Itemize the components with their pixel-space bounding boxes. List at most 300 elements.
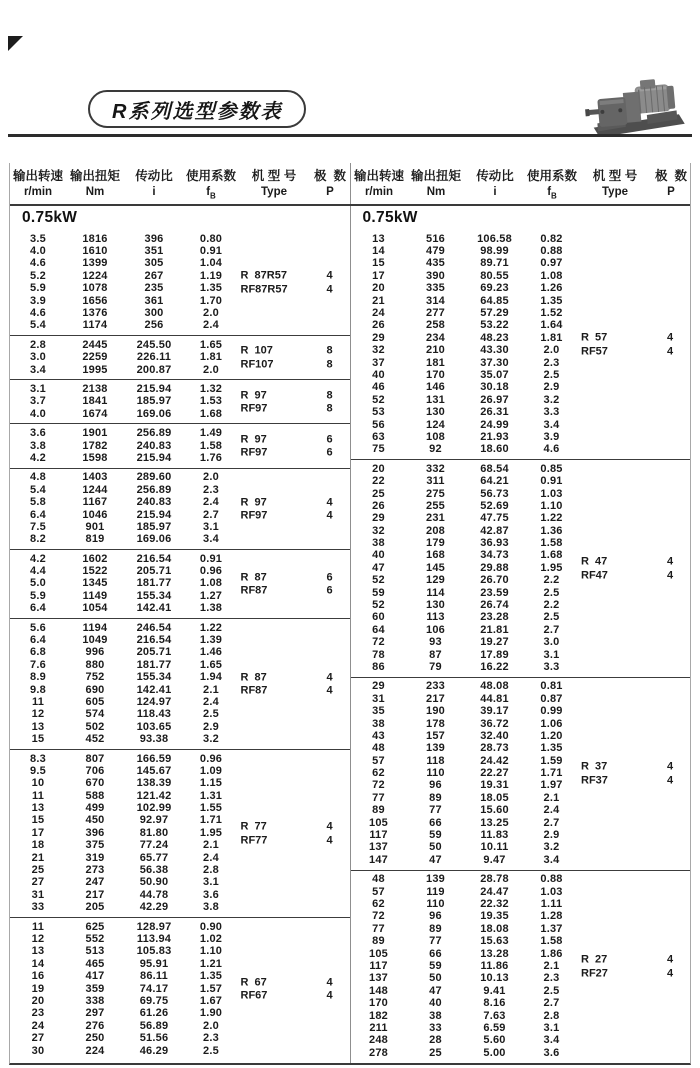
table-row xyxy=(351,898,691,910)
output-speed-cell: 20 xyxy=(372,282,385,295)
service-factor-cell: 3.6 xyxy=(203,888,219,901)
model-type-line xyxy=(238,283,350,297)
output-speed-cell: 77 xyxy=(372,922,385,935)
table-row xyxy=(10,634,350,646)
column-header xyxy=(310,163,350,204)
table-row xyxy=(351,661,691,673)
service-factor-cell: 3.2 xyxy=(203,733,219,746)
table-row xyxy=(10,233,350,245)
output-speed-cell: 32 xyxy=(372,524,385,537)
output-speed-cell: 170 xyxy=(369,997,388,1010)
output-speed-cell: 4.2 xyxy=(30,552,46,565)
ratio-cell: 10.13 xyxy=(480,972,509,985)
power-rating-label: 0.75kW xyxy=(362,209,418,226)
service-factor-cell: 4.6 xyxy=(543,443,560,456)
service-factor-cell: 1.64 xyxy=(540,319,563,332)
ratio-cell: 10.11 xyxy=(480,841,509,854)
output-speed-cell: 27 xyxy=(31,876,45,889)
pole-count: 4 xyxy=(326,989,333,1002)
table-header-right xyxy=(351,163,691,204)
table-row xyxy=(351,1035,691,1047)
column-header xyxy=(579,163,651,204)
output-speed-cell: 24 xyxy=(372,307,385,320)
output-speed-cell: 2.8 xyxy=(30,338,46,351)
service-factor-cell: 3.0 xyxy=(543,636,560,649)
output-speed-cell: 8.3 xyxy=(30,752,46,765)
output-speed-cell: 26 xyxy=(372,319,385,332)
table-row xyxy=(10,958,350,970)
output-torque-cell: 2138 xyxy=(82,382,108,395)
output-torque-cell: 47 xyxy=(429,853,442,866)
service-factor-cell: 2.7 xyxy=(543,623,560,636)
output-speed-cell: 25 xyxy=(31,864,45,877)
model-type-label: RF67 xyxy=(240,989,268,1002)
model-type-line xyxy=(578,774,690,788)
service-factor-cell: 1.71 xyxy=(540,767,563,780)
service-factor-cell: 2.3 xyxy=(543,356,560,369)
table-row xyxy=(10,765,350,777)
ratio-cell: 215.94 xyxy=(136,451,172,464)
output-speed-cell: 35 xyxy=(372,705,385,718)
ratio-cell: 28.73 xyxy=(480,742,509,755)
output-speed-cell: 105 xyxy=(369,947,388,960)
table-row xyxy=(351,369,691,381)
ratio-cell: 86.11 xyxy=(140,970,168,983)
service-factor-cell: 2.9 xyxy=(543,381,560,394)
service-factor-cell: 1.28 xyxy=(540,910,563,923)
service-factor-cell: 3.6 xyxy=(543,1046,560,1059)
service-factor-cell: 1.59 xyxy=(540,754,563,767)
parameter-block xyxy=(10,379,350,423)
service-factor-cell: 1.08 xyxy=(540,269,563,282)
table-row xyxy=(351,718,691,730)
model-type-label: R 87R57 xyxy=(240,269,287,282)
ratio-cell: 42.29 xyxy=(139,901,169,914)
output-speed-cell: 25 xyxy=(372,487,385,500)
service-factor-cell: 2.5 xyxy=(543,611,560,624)
output-torque-cell: 499 xyxy=(85,802,105,815)
service-factor-cell: 1.81 xyxy=(540,331,563,344)
output-speed-cell: 10 xyxy=(31,777,45,790)
output-torque-cell: 901 xyxy=(85,520,105,533)
service-factor-cell: 1.49 xyxy=(199,427,223,440)
output-torque-cell: 690 xyxy=(85,683,105,696)
output-speed-cell: 4.8 xyxy=(30,471,46,484)
output-torque-cell: 588 xyxy=(85,789,105,802)
ratio-cell: 35.07 xyxy=(480,368,509,381)
output-torque-cell: 276 xyxy=(85,1019,105,1032)
service-factor-cell: 1.35 xyxy=(540,294,563,307)
service-factor-cell: 1.27 xyxy=(199,589,223,602)
output-speed-cell: 57 xyxy=(372,885,385,898)
output-torque-cell: 625 xyxy=(85,920,105,933)
ratio-cell: 11.86 xyxy=(480,959,509,972)
output-speed-cell: 3.4 xyxy=(30,363,46,376)
output-speed-cell: 4.4 xyxy=(30,565,46,578)
table-row xyxy=(351,923,691,935)
table-row xyxy=(10,603,350,615)
service-factor-cell: 2.8 xyxy=(203,864,219,877)
ratio-cell: 24.99 xyxy=(480,418,509,431)
column-header xyxy=(525,163,579,204)
output-speed-cell: 78 xyxy=(372,648,385,661)
model-type-line xyxy=(578,953,690,967)
table-row xyxy=(351,488,691,500)
service-factor-cell: 1.52 xyxy=(540,307,563,320)
ratio-cell: 32.40 xyxy=(480,729,509,742)
service-factor-cell: 1.36 xyxy=(540,524,563,537)
service-factor-cell: 2.1 xyxy=(203,839,219,852)
output-speed-cell: 38 xyxy=(372,537,385,550)
service-factor-cell: 2.3 xyxy=(203,483,219,496)
output-torque-cell: 996 xyxy=(85,646,105,659)
ratio-cell: 23.59 xyxy=(480,586,509,599)
output-speed-cell: 11 xyxy=(31,920,45,933)
output-torque-cell: 87 xyxy=(429,648,442,661)
ratio-cell: 18.05 xyxy=(480,791,509,804)
ratio-cell: 74.17 xyxy=(139,982,169,995)
ratio-cell: 256.89 xyxy=(136,483,172,496)
model-type-label: R 97 xyxy=(240,496,267,509)
output-speed-cell: 33 xyxy=(31,901,45,914)
ratio-cell: 181.77 xyxy=(136,577,172,590)
ratio-cell: 155.34 xyxy=(136,671,172,684)
output-torque-cell: 247 xyxy=(85,876,105,889)
table-row xyxy=(351,245,691,257)
service-factor-cell: 1.95 xyxy=(540,561,563,574)
ratio-cell: 19.27 xyxy=(480,636,509,649)
output-speed-cell: 29 xyxy=(372,331,385,344)
service-factor-cell: 1.58 xyxy=(199,439,223,452)
gear-motor-photo xyxy=(584,76,686,136)
ratio-cell: 89.71 xyxy=(480,257,509,270)
model-type-label: RF57 xyxy=(581,345,608,358)
parameter-block xyxy=(10,335,350,379)
ratio-cell: 98.99 xyxy=(480,245,509,258)
ratio-cell: 29.88 xyxy=(480,561,509,574)
model-type-label: RF97 xyxy=(240,446,268,459)
output-speed-cell: 52 xyxy=(372,599,385,612)
ratio-cell: 56.38 xyxy=(139,864,169,877)
output-speed-cell: 5.8 xyxy=(30,496,46,509)
output-speed-cell: 147 xyxy=(369,853,388,866)
output-speed-cell: 64 xyxy=(372,623,385,636)
column-header-label: 输出转速 xyxy=(353,169,404,183)
ratio-cell: 23.28 xyxy=(480,611,509,624)
output-torque-cell: 96 xyxy=(429,779,442,792)
parameter-block xyxy=(10,549,350,618)
parameter-block xyxy=(10,230,350,335)
model-type-label: R 67 xyxy=(240,976,267,989)
output-torque-cell: 96 xyxy=(429,910,442,923)
parameter-block xyxy=(351,677,691,870)
service-factor-cell: 1.37 xyxy=(540,922,563,935)
output-speed-cell: 75 xyxy=(372,443,385,456)
output-torque-cell: 50 xyxy=(429,841,442,854)
output-torque-cell: 706 xyxy=(85,764,105,777)
column-header-unit: Nm xyxy=(85,186,105,198)
model-type-label: RF87R57 xyxy=(240,283,288,296)
ratio-cell: 42.87 xyxy=(480,524,509,537)
ratio-cell: 52.69 xyxy=(480,499,509,512)
service-factor-cell: 1.26 xyxy=(540,282,563,295)
service-factor-cell: 1.10 xyxy=(199,945,223,958)
output-speed-cell: 4.0 xyxy=(30,407,46,420)
ratio-cell: 47.75 xyxy=(480,512,509,525)
output-speed-cell: 3.6 xyxy=(30,427,46,440)
output-torque-cell: 124 xyxy=(426,418,445,431)
output-torque-cell: 234 xyxy=(426,331,445,344)
output-speed-cell: 4.2 xyxy=(30,451,46,464)
output-speed-cell: 30 xyxy=(31,1044,45,1057)
output-torque-cell: 277 xyxy=(426,307,445,320)
model-type-label: RF107 xyxy=(240,358,274,371)
service-factor-cell: 2.4 xyxy=(203,695,219,708)
service-factor-cell: 1.35 xyxy=(199,282,223,295)
column-header-label: 输出转速 xyxy=(12,169,63,183)
ratio-cell: 361 xyxy=(144,294,164,307)
table-row xyxy=(351,649,691,661)
output-torque-cell: 139 xyxy=(426,742,445,755)
output-speed-cell: 72 xyxy=(372,779,385,792)
output-torque-cell: 178 xyxy=(426,717,445,730)
table-row xyxy=(10,877,350,889)
ratio-cell: 215.94 xyxy=(136,508,172,521)
output-torque-cell: 47 xyxy=(429,984,442,997)
output-speed-cell: 20 xyxy=(31,994,45,1007)
output-speed-cell: 15 xyxy=(372,257,385,270)
output-speed-cell: 3.9 xyxy=(30,294,46,307)
ratio-cell: 351 xyxy=(144,245,164,258)
table-row xyxy=(351,805,691,817)
output-speed-cell: 3.5 xyxy=(30,232,46,245)
ratio-cell: 166.59 xyxy=(136,752,172,765)
service-factor-cell: 2.2 xyxy=(543,574,560,587)
ratio-cell: 44.81 xyxy=(480,692,509,705)
pole-count: 4 xyxy=(666,760,674,773)
service-factor-cell: 1.95 xyxy=(199,826,223,839)
table-row xyxy=(10,472,350,484)
output-torque-cell: 2445 xyxy=(82,338,108,351)
ratio-cell: 181.77 xyxy=(136,658,172,671)
service-factor-cell: 3.2 xyxy=(543,393,560,406)
column-header-unit: r/min xyxy=(364,186,394,198)
column-header-label: 机 型 号 xyxy=(251,169,297,183)
output-speed-cell: 77 xyxy=(372,791,385,804)
column-header-unit: i xyxy=(493,186,497,198)
pole-count: 6 xyxy=(326,584,333,597)
service-factor-cell: 2.0 xyxy=(203,471,219,484)
output-speed-cell: 37 xyxy=(372,356,385,369)
table-row xyxy=(351,233,691,245)
table-row xyxy=(351,854,691,866)
output-torque-cell: 89 xyxy=(429,791,442,804)
table-row xyxy=(351,792,691,804)
column-header xyxy=(10,163,66,204)
column-header-unit: P xyxy=(326,186,334,198)
ratio-cell: 106.58 xyxy=(477,232,512,245)
output-speed-cell: 38 xyxy=(372,717,385,730)
output-speed-cell: 47 xyxy=(372,561,385,574)
model-type-line xyxy=(578,760,690,774)
service-factor-cell: 1.65 xyxy=(199,658,223,671)
column-header xyxy=(66,163,124,204)
table-row xyxy=(351,587,691,599)
output-torque-cell: 79 xyxy=(429,660,442,673)
output-torque-cell: 1403 xyxy=(82,471,108,484)
column-header-label: 使用系数 xyxy=(526,169,577,183)
output-torque-cell: 1194 xyxy=(82,621,108,634)
service-factor-cell: 0.90 xyxy=(199,920,223,933)
output-torque-cell: 168 xyxy=(426,549,445,562)
table-row xyxy=(10,1032,350,1044)
output-speed-cell: 4.0 xyxy=(30,245,46,258)
output-speed-cell: 52 xyxy=(372,574,385,587)
output-speed-cell: 278 xyxy=(369,1046,388,1059)
service-factor-cell: 0.82 xyxy=(540,232,563,245)
output-speed-cell: 13 xyxy=(372,232,385,245)
output-torque-cell: 110 xyxy=(426,767,445,780)
model-type-group xyxy=(238,433,350,460)
service-factor-cell: 1.86 xyxy=(540,947,563,960)
ratio-cell: 53.22 xyxy=(480,319,509,332)
table-row xyxy=(351,693,691,705)
output-torque-cell: 217 xyxy=(85,888,105,901)
output-speed-cell: 3.1 xyxy=(30,382,46,395)
ratio-cell: 155.34 xyxy=(136,589,172,602)
output-speed-cell: 11 xyxy=(31,789,45,802)
table-row xyxy=(351,829,691,841)
table-row xyxy=(351,612,691,624)
service-factor-cell: 3.9 xyxy=(543,430,560,443)
output-torque-cell: 465 xyxy=(85,957,105,970)
ratio-cell: 80.55 xyxy=(480,269,509,282)
output-speed-cell: 59 xyxy=(372,586,385,599)
ratio-cell: 5.60 xyxy=(483,1034,506,1047)
ratio-cell: 118.43 xyxy=(136,708,172,721)
table-header xyxy=(10,163,690,206)
model-type-group xyxy=(238,495,350,522)
table-row xyxy=(351,842,691,854)
table-row xyxy=(351,637,691,649)
model-type-line xyxy=(578,345,690,359)
output-torque-cell: 92 xyxy=(429,443,442,456)
output-torque-cell: 108 xyxy=(426,430,445,443)
output-torque-cell: 275 xyxy=(426,487,445,500)
pole-count: 4 xyxy=(326,509,333,522)
output-torque-cell: 59 xyxy=(429,959,442,972)
service-factor-cell: 3.4 xyxy=(203,533,219,546)
service-factor-cell: 3.4 xyxy=(543,418,560,431)
model-type-line xyxy=(238,495,350,509)
output-speed-cell: 9.5 xyxy=(30,764,46,777)
output-speed-cell: 6.4 xyxy=(30,634,46,647)
ratio-cell: 24.47 xyxy=(480,885,509,898)
output-torque-cell: 1345 xyxy=(82,577,108,590)
table-row xyxy=(10,864,350,876)
ratio-cell: 43.30 xyxy=(480,344,509,357)
ratio-cell: 145.67 xyxy=(136,764,172,777)
output-speed-cell: 86 xyxy=(372,660,385,673)
service-factor-cell: 0.80 xyxy=(199,232,223,245)
service-factor-cell: 0.91 xyxy=(199,245,223,258)
ratio-cell: 305 xyxy=(144,257,164,270)
table-row xyxy=(351,1022,691,1034)
service-factor-cell: 1.06 xyxy=(540,717,563,730)
ratio-cell: 48.08 xyxy=(480,680,509,693)
table-body xyxy=(10,206,690,1063)
output-speed-cell: 21 xyxy=(31,851,45,864)
output-torque-cell: 1841 xyxy=(82,395,108,408)
parameter-block xyxy=(10,423,350,467)
service-factor-cell: 2.3 xyxy=(203,1032,219,1045)
output-speed-cell: 4.6 xyxy=(30,257,46,270)
table-row xyxy=(10,295,350,307)
model-type-line xyxy=(238,433,350,447)
output-speed-cell: 6.8 xyxy=(30,646,46,659)
page-title-box xyxy=(88,90,306,128)
output-speed-cell: 62 xyxy=(372,898,385,910)
ratio-cell: 185.97 xyxy=(136,520,172,533)
model-type-label: R 107 xyxy=(240,344,273,357)
service-factor-cell: 2.4 xyxy=(203,319,219,332)
table-row xyxy=(351,500,691,512)
output-speed-cell: 14 xyxy=(372,245,385,258)
table-row xyxy=(10,721,350,733)
output-torque-cell: 146 xyxy=(426,381,445,394)
output-torque-cell: 752 xyxy=(85,671,105,684)
ratio-cell: 5.00 xyxy=(483,1046,506,1059)
service-factor-cell: 3.1 xyxy=(203,876,219,889)
ratio-cell: 216.54 xyxy=(136,634,172,647)
output-torque-cell: 208 xyxy=(426,524,445,537)
parameter-block xyxy=(10,749,350,917)
output-torque-cell: 417 xyxy=(85,970,105,983)
table-row xyxy=(10,534,350,546)
page-corner-mark xyxy=(8,36,23,51)
table-row xyxy=(351,874,691,886)
pole-count: 4 xyxy=(326,684,333,697)
output-torque-cell: 1602 xyxy=(82,552,108,565)
ratio-cell: 30.18 xyxy=(480,381,509,394)
pole-count: 8 xyxy=(326,389,333,402)
output-speed-cell: 15 xyxy=(31,814,45,827)
ratio-cell: 69.75 xyxy=(139,994,169,1007)
ratio-cell: 26.70 xyxy=(480,574,509,587)
output-speed-cell: 29 xyxy=(372,680,385,693)
service-factor-cell: 2.2 xyxy=(543,599,560,612)
table-row xyxy=(10,307,350,319)
output-speed-cell: 24 xyxy=(31,1019,45,1032)
table-row xyxy=(351,295,691,307)
model-type-line xyxy=(238,989,350,1003)
pole-count: 4 xyxy=(666,569,674,582)
parameter-block xyxy=(10,917,350,1060)
table-row xyxy=(351,997,691,1009)
output-speed-cell: 27 xyxy=(31,1032,45,1045)
output-torque-cell: 130 xyxy=(426,599,445,612)
model-type-label: R 97 xyxy=(240,389,267,402)
output-speed-cell: 7.5 xyxy=(30,520,46,533)
table-row xyxy=(351,444,691,456)
output-torque-cell: 450 xyxy=(85,814,105,827)
table-row xyxy=(351,886,691,898)
ratio-cell: 256.89 xyxy=(136,427,172,440)
pole-count: 4 xyxy=(666,774,674,787)
ratio-cell: 246.54 xyxy=(136,621,172,634)
service-factor-cell: 1.09 xyxy=(199,764,223,777)
output-torque-cell: 38 xyxy=(429,1009,442,1022)
